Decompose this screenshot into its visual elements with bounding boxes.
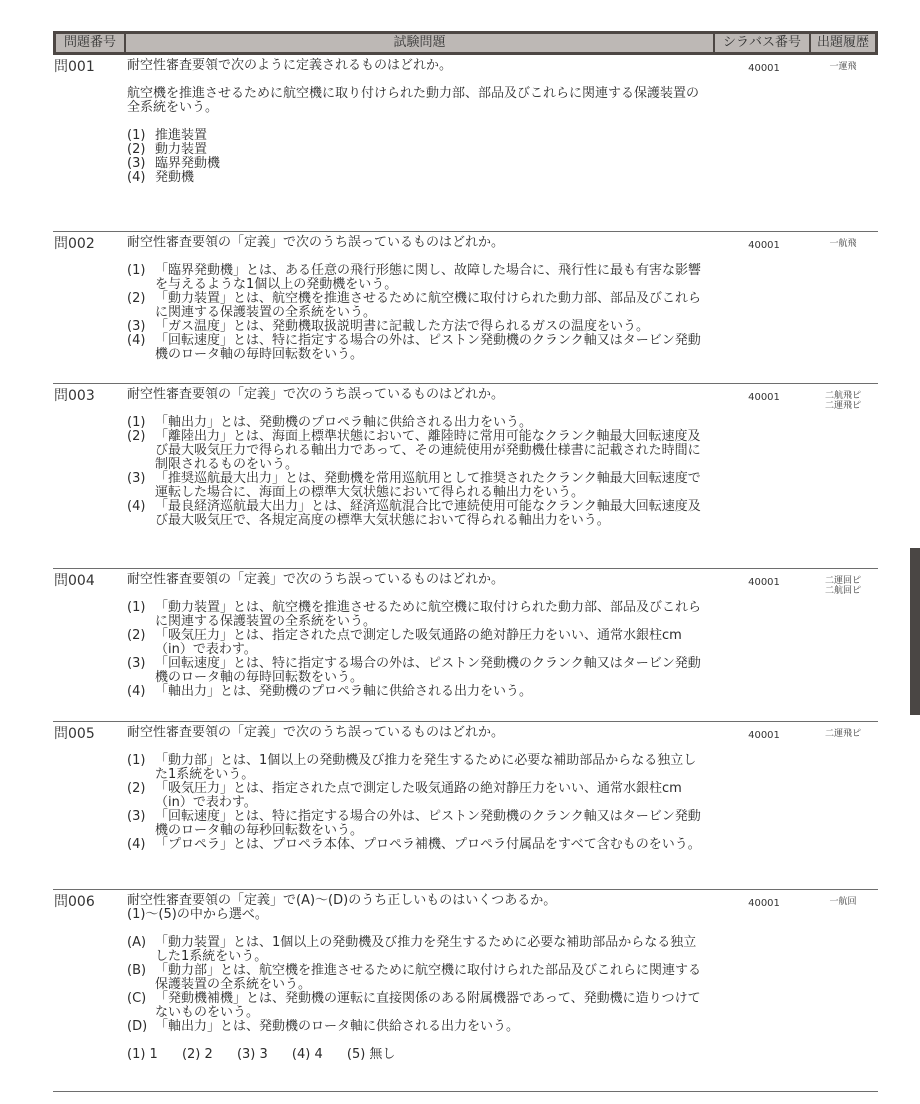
option	[127, 430, 720, 472]
option-text: 「回転速度」とは、特に指定する場合の外は、ピストン発動機のクランク軸又はタービン発動機のロータ軸の毎秒回転数をいう。	[155, 809, 701, 838]
history-entry: 二航飛ピ	[824, 391, 861, 401]
syllabus-number: 40001	[748, 240, 780, 251]
exam-history	[808, 236, 878, 383]
exam-history	[808, 573, 878, 721]
exam-sheet	[53, 31, 878, 1092]
option-label: (D)	[127, 1019, 148, 1034]
option-label: (3)	[127, 656, 146, 671]
option-text: 臨界発動機	[155, 156, 221, 171]
question-number: 問006	[54, 894, 95, 910]
option-text: 動力装置	[155, 142, 208, 157]
option	[127, 264, 720, 292]
option	[127, 601, 720, 629]
option-label: (C)	[127, 991, 147, 1006]
option	[127, 936, 720, 964]
question-body	[127, 726, 720, 889]
answer-choice: (5) 無し	[346, 1047, 396, 1062]
history-entry: 一航飛	[829, 239, 857, 249]
question-number: 問001	[54, 59, 95, 75]
question-stem: 耐空性審査要領の「定義」で(A)～(D)のうち正しいものはいくつあるか。	[127, 893, 557, 908]
option-text: 発動機	[155, 170, 195, 185]
option	[127, 992, 720, 1020]
option-text: 「臨界発動機」とは、ある任意の飛行形態に関し、故障した場合に、飛行性に最も有害な影響を与えるような1個以上の発動機をいう。	[155, 263, 702, 292]
question-row	[53, 569, 878, 722]
option-text: 「発動機補機」とは、発動機の運転に直接関係のある附属機器であって、発動機に造りつけてないものをいう。	[155, 991, 701, 1020]
exam-history	[808, 726, 878, 889]
history-entry: 二運回ピ	[824, 576, 861, 586]
option	[127, 292, 720, 320]
option-label: (2)	[127, 628, 146, 643]
question-row	[53, 232, 878, 384]
option-text: 「動力装置」とは、1個以上の発動機及び推力を発生するために必要な補助部品からなる独立した1系統をいう。	[155, 935, 697, 964]
exam-history	[808, 59, 878, 231]
option-text: 「ガス温度」とは、発動機取扱説明書に記載した方法で得られるガスの温度をいう。	[155, 319, 650, 334]
option-label: (1)	[127, 415, 146, 430]
option-label: (3)	[127, 809, 146, 824]
option	[127, 472, 720, 500]
option-text: 「動力装置」とは、航空機を推進させるために航空機に取付けられた動力部、部品及びこれらに関連する保護装置の全系統をいう。	[155, 600, 702, 629]
history-entry: 二運飛ピ	[824, 401, 861, 411]
header-history: 出題履歴	[811, 34, 875, 52]
option	[127, 685, 720, 699]
option-label: (1)	[127, 600, 146, 615]
option-text: 「回転速度」とは、特に指定する場合の外は、ピストン発動機のクランク軸又はタービン発動機のロータ軸の毎時回転数をいう。	[155, 656, 701, 685]
option-label: (1)	[127, 128, 146, 143]
option-text: 「動力部」とは、航空機を推進させるために航空機に取付けられた部品及びこれらに関連する保護装置の全系統をいう。	[155, 963, 702, 992]
question-number: 問005	[54, 726, 95, 742]
question-stem: 耐空性審査要領の「定義」で次のうち誤っているものはどれか。	[127, 572, 505, 587]
syllabus-number: 40001	[748, 577, 780, 588]
question-passage: 航空機を推進させるために航空機に取り付けられた動力部、部品及びこれらに関連する保護装置の全系統をいう。	[127, 86, 700, 115]
exam-history	[808, 894, 878, 1091]
option-text: 「プロペラ」とは、プロペラ本体、プロペラ補機、プロペラ付属品をすべて含むものをいう。	[155, 837, 701, 852]
option	[127, 964, 720, 992]
syllabus-number: 40001	[748, 898, 780, 909]
option	[127, 810, 720, 838]
option-label: (4)	[127, 333, 146, 348]
header-syllabus: シラバス番号	[715, 34, 809, 52]
option	[127, 754, 720, 782]
option	[127, 629, 720, 657]
option-label: (A)	[127, 935, 147, 950]
option	[127, 320, 720, 334]
question-row	[53, 722, 878, 890]
question-number: 問002	[54, 236, 95, 252]
question-number: 問003	[54, 388, 95, 404]
option-label: (2)	[127, 781, 146, 796]
history-entry: 一運飛	[829, 62, 857, 72]
option	[127, 838, 720, 852]
option-text: 「動力部」とは、1個以上の発動機及び推力を発生するために必要な補助部品からなる独立した1系統をいう。	[155, 753, 697, 782]
question-row	[53, 890, 878, 1092]
option-label: (1)	[127, 753, 146, 768]
history-entry: 一航回	[829, 897, 857, 907]
question-stem: 耐空性審査要領の「定義」で次のうち誤っているものはどれか。	[127, 235, 505, 250]
option-label: (3)	[127, 156, 146, 171]
option	[127, 416, 720, 430]
option-text: 「動力装置」とは、航空機を推進させるために航空機に取付けられた動力部、部品及びこれらに関連する保護装置の全系統をいう。	[155, 291, 702, 320]
question-stem: 耐空性審査要領の「定義」で次のうち誤っているものはどれか。	[127, 387, 505, 402]
syllabus-number: 40001	[748, 63, 780, 74]
answer-choice: (4) 4	[291, 1047, 323, 1062]
page-edge-tab	[910, 548, 920, 715]
option-label: (2)	[127, 429, 146, 444]
option-label: (3)	[127, 319, 146, 334]
question-body	[127, 236, 720, 383]
header-question-number: 問題番号	[56, 34, 124, 52]
question-row	[53, 384, 878, 569]
history-entry: 二航回ピ	[824, 586, 861, 596]
option-label: (4)	[127, 837, 146, 852]
answer-choice: (1) 1	[127, 1047, 158, 1062]
question-row	[53, 55, 878, 232]
option-label: (2)	[127, 291, 146, 306]
header-question: 試験問題	[126, 34, 713, 52]
answer-choice: (2) 2	[181, 1047, 213, 1062]
option-label: (3)	[127, 471, 146, 486]
option-label: (4)	[127, 684, 146, 699]
option-text: 「回転速度」とは、特に指定する場合の外は、ピストン発動機のクランク軸又はタービン発動機のロータ軸の毎時回転数をいう。	[155, 333, 701, 362]
question-body	[127, 573, 720, 721]
syllabus-number: 40001	[748, 392, 780, 403]
option-text: 「軸出力」とは、発動機のプロペラ軸に供給される出力をいう。	[155, 415, 533, 430]
exam-history	[808, 388, 878, 568]
option-text: 「最良経済巡航最大出力」とは、経済巡航混合比で連続使用可能なクランク軸最大回転速度及び最大吸気圧で、各規定高度の標準大気状態において得られる軸出力をいう。	[155, 499, 701, 528]
question-body	[127, 894, 720, 1091]
question-body	[127, 59, 720, 231]
option-text: 「軸出力」とは、発動機のロータ軸に供給される出力をいう。	[155, 1019, 520, 1034]
option-text: 推進装置	[155, 128, 208, 143]
option-label: (4)	[127, 170, 146, 185]
option	[127, 657, 720, 685]
option-label: (2)	[127, 142, 146, 157]
option-label: (4)	[127, 499, 146, 514]
option	[127, 500, 720, 528]
question-stem-continued: (1)～(5)の中から選べ。	[127, 907, 268, 922]
option	[127, 157, 720, 171]
option-text: 「吸気圧力」とは、指定された点で測定した吸気通路の絶対静圧力をいい、通常水銀柱cm（in）で表わす。	[155, 628, 682, 657]
option	[127, 143, 720, 157]
option	[127, 334, 720, 362]
question-stem: 耐空性審査要領で次のように定義されるものはどれか。	[127, 58, 453, 73]
option	[127, 171, 720, 185]
question-number: 問004	[54, 573, 95, 589]
option-label: (1)	[127, 263, 146, 278]
option-text: 「軸出力」とは、発動機のプロペラ軸に供給される出力をいう。	[155, 684, 533, 699]
option-text: 「離陸出力」とは、海面上標準状態において、離陸時に常用可能なクランク軸最大回転速度及び最大吸気圧力で得られる軸出力であって、その連続使用が発動機仕様書に記載された時間に制限されるものをいう。	[155, 429, 701, 472]
history-entry: 二運飛ピ	[824, 729, 861, 739]
option-label: (B)	[127, 963, 147, 978]
answer-choices	[127, 1048, 720, 1062]
option-text: 「吸気圧力」とは、指定された点で測定した吸気通路の絶対静圧力をいい、通常水銀柱cm（in）で表わす。	[155, 781, 682, 810]
answer-choice: (3) 3	[236, 1047, 268, 1062]
option	[127, 129, 720, 143]
question-body	[127, 388, 720, 568]
option	[127, 1020, 720, 1034]
syllabus-number: 40001	[748, 730, 780, 741]
table-header	[53, 31, 878, 55]
question-stem: 耐空性審査要領の「定義」で次のうち誤っているものはどれか。	[127, 725, 505, 740]
option-text: 「推奨巡航最大出力」とは、発動機を常用巡航用として推奨されたクランク軸最大回転速度で運転した場合に、海面上の標準大気状態において得られる軸出力をいう。	[155, 471, 701, 500]
option	[127, 782, 720, 810]
